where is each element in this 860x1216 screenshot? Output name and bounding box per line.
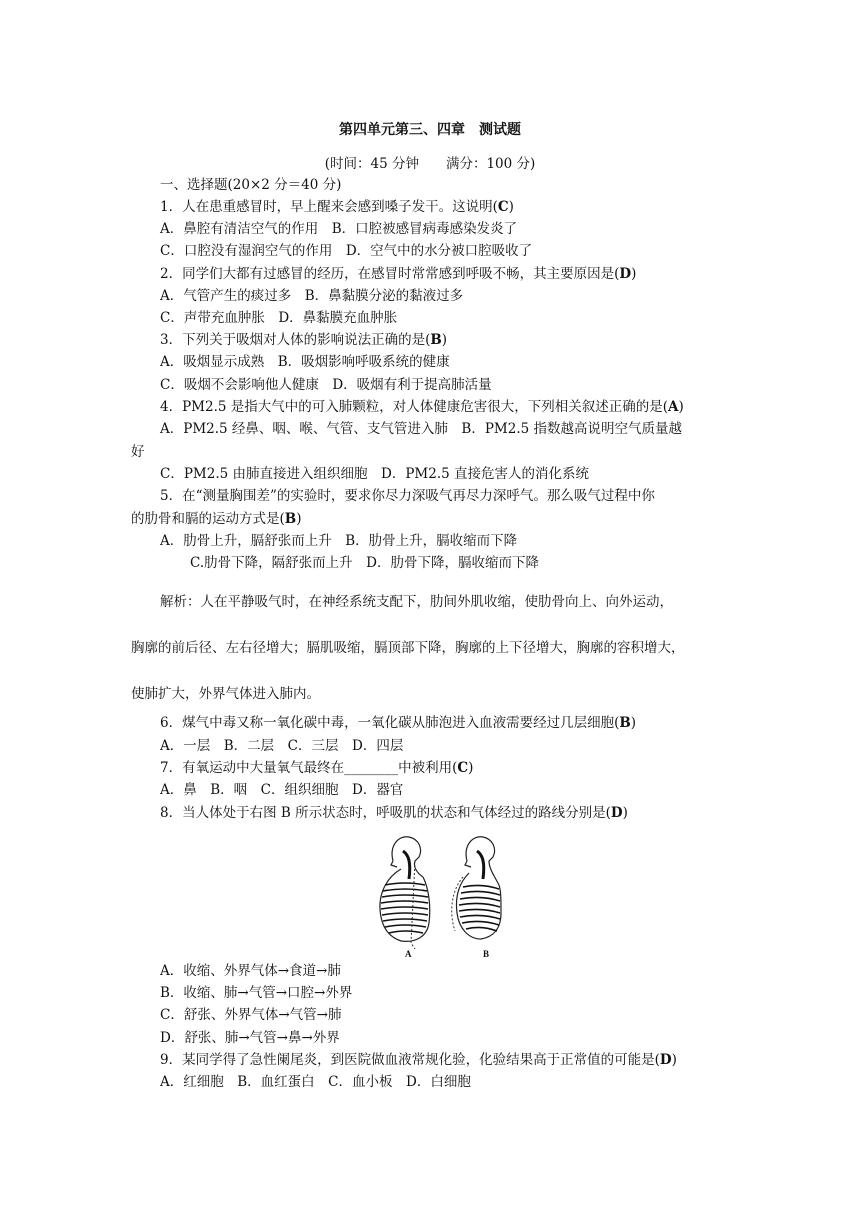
question-2-options-2: C．声带充血肿胀 D．鼻黏膜充血肿胀 [160, 310, 398, 326]
question-3-options-2: C．吸烟不会影响他人健康 D．吸烟有利于提高肺活量 [160, 377, 492, 393]
answer-3: B [430, 332, 442, 348]
figure-label-b: B [483, 949, 490, 959]
analysis-line-2: 胸廓的前后径、左右径增大；膈肌吸缩，膈顶部下降，胸廓的上下径增大，胸廓的容积增大， [131, 640, 685, 656]
question-6: 6．煤气中毒又称一氧化碳中毒，一氧化碳从肺泡进入血液需要经过几层细胞(B) [160, 715, 637, 731]
answer-2: D [619, 266, 632, 282]
section-title: 一、选择题(20×2 分＝40 分) [160, 177, 342, 193]
question-7: 7．有氧运动中大量氧气最终在________中被利用(C) [160, 760, 474, 776]
question-1: 1．人在患重感冒时，早上醒来会感到嗓子发干。这说明(C) [160, 199, 514, 215]
answer-6: B [619, 715, 631, 731]
question-3-options-1: A．吸烟显示成熟 B．吸烟影响呼吸系统的健康 [160, 354, 450, 370]
question-8-option-d: D．舒张、肺→气管→鼻→外界 [160, 1030, 340, 1046]
answer-8: D [610, 805, 623, 821]
analysis-line-1: 解析：人在平静吸气时，在神经系统支配下，肋间外肌收缩，使肋骨向上、向外运动， [160, 594, 673, 610]
question-8: 8．当人体处于右图 B 所示状态时，呼吸肌的状态和气体经过的路线分别是(D) [160, 805, 628, 821]
question-3: 3．下列关于吸烟对人体的影响说法正确的是(B) [160, 332, 448, 348]
answer-5: B [284, 511, 297, 527]
page-title: 第四单元第三、四章 测试题 [339, 122, 521, 138]
answer-9: D [659, 1052, 672, 1068]
question-8-option-a: A．收缩、外界气体→食道→肺 [160, 963, 341, 979]
question-5-wrap: 的肋骨和膈的运动方式是(B) [131, 511, 302, 527]
question-2-options-1: A．气管产生的痰过多 B．鼻黏膜分泌的黏液过多 [160, 288, 464, 304]
question-4-options-1-wrap: 好 [131, 444, 145, 460]
question-5: 5．在“测量胸围差”的实验时，要求你尽力深吸气再尽力深呼气。那么吸气过程中你 [160, 488, 655, 504]
question-1-options-1: A．鼻腔有清洁空气的作用 B．口腔被感冒病毒感染发炎了 [160, 221, 518, 237]
question-1-options-2: C．口腔没有湿润空气的作用 D．空气中的水分被口腔吸收了 [160, 243, 533, 259]
figure-a-ribs [381, 883, 428, 933]
question-5-options-2: C.肋骨下降，隔舒张而上升 D．肋骨下降，膈收缩而下降 [190, 555, 539, 571]
exam-subtitle: (时间：45 分钟 满分：100 分) [324, 156, 536, 172]
figure-b-ribs [459, 885, 500, 931]
question-4-options-1: A．PM2.5 经鼻、咽、喉、气管、支气管进入肺 B．PM2.5 指数越高说明空气质量越 [160, 421, 683, 437]
question-7-options: A．鼻 B．咽 C．组织细胞 D．器官 [160, 782, 404, 798]
question-4: 4．PM2.5 是指大气中的可入肺颗粒，对人体健康危害很大，下列相关叙述正确的是(A) [160, 399, 684, 415]
question-6-options: A．一层 B．二层 C．三层 D．四层 [160, 738, 404, 754]
question-9-options: A．红细胞 B．血红蛋白 C．血小板 D．白细胞 [160, 1074, 471, 1090]
figure-a-spine [411, 861, 415, 949]
question-2: 2．同学们大都有过感冒的经历，在感冒时常常感到呼吸不畅，其主要原因是(D) [160, 266, 637, 282]
figure-label-a: A [405, 949, 412, 959]
question-4-options-2: C．PM2.5 由肺直接进入组织细胞 D．PM2.5 直接危害人的消化系统 [160, 466, 589, 482]
answer-7: C [457, 760, 469, 776]
answer-4: A [668, 399, 679, 415]
breathing-figure [371, 833, 507, 961]
question-5-options-1: A．肋骨上升，膈舒张而上升 B．肋骨上升，膈收缩而下降 [160, 533, 518, 549]
answer-1: C [497, 199, 509, 215]
analysis-line-3: 使肺扩大，外界气体进入肺内。 [131, 686, 320, 702]
figure-a-airway [403, 851, 410, 879]
question-8-option-c: C．舒张、外界气体→气管→肺 [160, 1007, 342, 1023]
question-8-option-b: B．收缩、肺→气管→口腔→外界 [160, 985, 353, 1001]
question-9: 9．某同学得了急性阑尾炎，到医院做血液常规化验，化验结果高于正常值的可能是(D) [160, 1052, 677, 1068]
figure-b-airway [477, 851, 484, 879]
